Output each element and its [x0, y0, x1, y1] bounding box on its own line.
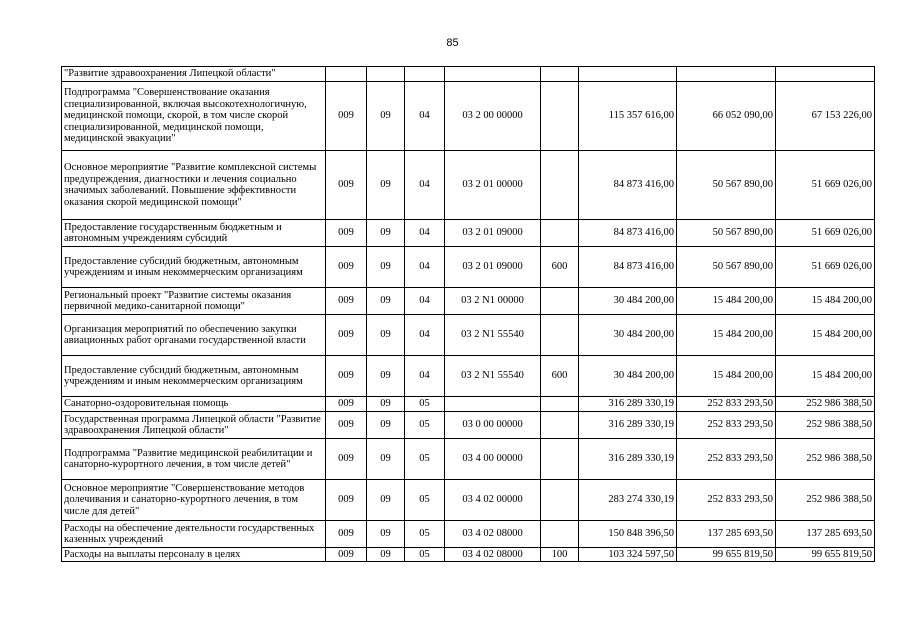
cell-ministry-code: 009	[326, 288, 367, 315]
table-row	[62, 315, 875, 356]
cell-target-article: 03 2 N1 00000	[445, 288, 541, 315]
cell-section: 09	[367, 356, 405, 397]
cell-amount-year2: 50 567 890,00	[677, 247, 776, 288]
cell-amount-year3: 67 153 226,00	[776, 82, 875, 151]
cell-amount-year2: 252 833 293,50	[677, 397, 776, 412]
cell-name: Организация мероприятий по обеспечению закупки авиационных работ органами государственной власти	[62, 315, 326, 356]
cell-amount-year3: 252 986 388,50	[776, 412, 875, 439]
cell-amount-year3: 15 484 200,00	[776, 356, 875, 397]
cell-expense-type	[541, 521, 579, 548]
cell-ministry-code: 009	[326, 412, 367, 439]
cell-expense-type	[541, 480, 579, 521]
cell-amount-year1: 30 484 200,00	[579, 356, 677, 397]
cell-expense-type	[541, 412, 579, 439]
table-row	[62, 67, 875, 82]
cell-name: Санаторно-оздоровительная помощь	[62, 397, 326, 412]
cell-ministry-code: 009	[326, 247, 367, 288]
cell-target-article: 03 2 01 09000	[445, 220, 541, 247]
cell-ministry-code: 009	[326, 397, 367, 412]
cell-target-article	[445, 397, 541, 412]
cell-amount-year2: 50 567 890,00	[677, 220, 776, 247]
cell-name: Подпрограмма "Совершенствование оказания специализированной, включая высокотехнологичную, медицинской помощи, скорой, в том числе скорой специализированной, медицинской помощи, медицинской эвакуации"	[62, 82, 326, 151]
cell-name: Подпрограмма "Развитие медицинской реабилитации и санаторно-курортного лечения, в том числе детей"	[62, 439, 326, 480]
cell-name: Предоставление субсидий бюджетным, автономным учреждениям и иным некоммерческим организациям	[62, 247, 326, 288]
cell-amount-year1: 115 357 616,00	[579, 82, 677, 151]
cell-section: 09	[367, 315, 405, 356]
cell-amount-year1: 84 873 416,00	[579, 151, 677, 220]
cell-target-article: 03 4 02 08000	[445, 548, 541, 562]
cell-section: 09	[367, 220, 405, 247]
cell-section: 09	[367, 247, 405, 288]
cell-ministry-code: 009	[326, 315, 367, 356]
cell-ministry-code: 009	[326, 548, 367, 562]
cell-section: 09	[367, 521, 405, 548]
cell-subsection: 04	[405, 247, 445, 288]
cell-target-article: 03 0 00 00000	[445, 412, 541, 439]
cell-amount-year3: 252 986 388,50	[776, 439, 875, 480]
cell-amount-year1: 30 484 200,00	[579, 288, 677, 315]
cell-ministry-code: 009	[326, 480, 367, 521]
cell-amount-year3: 252 986 388,50	[776, 397, 875, 412]
cell-amount-year2: 137 285 693,50	[677, 521, 776, 548]
cell-amount-year2: 15 484 200,00	[677, 356, 776, 397]
cell-target-article: 03 4 02 00000	[445, 480, 541, 521]
table-row	[62, 439, 875, 480]
cell-amount-year1: 84 873 416,00	[579, 220, 677, 247]
cell-subsection: 05	[405, 548, 445, 562]
table-row	[62, 480, 875, 521]
cell-amount-year1: 316 289 330,19	[579, 397, 677, 412]
cell-section: 09	[367, 397, 405, 412]
cell-amount-year2: 66 052 090,00	[677, 82, 776, 151]
table-row	[62, 356, 875, 397]
cell-subsection: 05	[405, 412, 445, 439]
cell-expense-type	[541, 220, 579, 247]
cell-amount-year3: 51 669 026,00	[776, 220, 875, 247]
table-row	[62, 548, 875, 562]
cell-expense-type	[541, 67, 579, 82]
cell-target-article: 03 2 N1 55540	[445, 356, 541, 397]
cell-name: Государственная программа Липецкой области "Развитие здравоохранения Липецкой области"	[62, 412, 326, 439]
cell-name: Основное мероприятие "Развитие комплексной системы предупреждения, диагностики и лечения социально значимых заболеваний. Повышение эффективности оказания скорой медицинской помощи"	[62, 151, 326, 220]
cell-amount-year1	[579, 67, 677, 82]
cell-section: 09	[367, 412, 405, 439]
cell-section	[367, 67, 405, 82]
cell-target-article: 03 2 N1 55540	[445, 315, 541, 356]
table-row	[62, 247, 875, 288]
cell-subsection: 05	[405, 480, 445, 521]
cell-ministry-code: 009	[326, 220, 367, 247]
cell-ministry-code: 009	[326, 82, 367, 151]
cell-amount-year1: 316 289 330,19	[579, 412, 677, 439]
cell-amount-year1: 30 484 200,00	[579, 315, 677, 356]
cell-amount-year1: 283 274 330,19	[579, 480, 677, 521]
budget-table	[61, 66, 875, 562]
cell-amount-year2: 252 833 293,50	[677, 412, 776, 439]
cell-subsection: 04	[405, 151, 445, 220]
cell-amount-year1: 84 873 416,00	[579, 247, 677, 288]
cell-ministry-code	[326, 67, 367, 82]
cell-section: 09	[367, 548, 405, 562]
cell-target-article: 03 2 01 00000	[445, 151, 541, 220]
cell-subsection	[405, 67, 445, 82]
cell-expense-type: 600	[541, 356, 579, 397]
cell-name: Расходы на выплаты персоналу в целях	[62, 548, 326, 562]
cell-subsection: 04	[405, 82, 445, 151]
cell-amount-year3: 137 285 693,50	[776, 521, 875, 548]
cell-name: Предоставление государственным бюджетным и автономным учреждениям субсидий	[62, 220, 326, 247]
cell-target-article	[445, 67, 541, 82]
cell-expense-type	[541, 315, 579, 356]
cell-subsection: 04	[405, 220, 445, 247]
cell-amount-year3: 51 669 026,00	[776, 151, 875, 220]
cell-amount-year2: 15 484 200,00	[677, 288, 776, 315]
cell-section: 09	[367, 439, 405, 480]
cell-name: Основное мероприятие "Совершенствование методов долечивания и санаторно-курортного лечения, в том числе для детей"	[62, 480, 326, 521]
cell-subsection: 04	[405, 356, 445, 397]
cell-ministry-code: 009	[326, 151, 367, 220]
cell-subsection: 04	[405, 288, 445, 315]
cell-section: 09	[367, 151, 405, 220]
table-row	[62, 288, 875, 315]
cell-amount-year3: 252 986 388,50	[776, 480, 875, 521]
cell-ministry-code: 009	[326, 356, 367, 397]
table-row	[62, 151, 875, 220]
cell-subsection: 04	[405, 315, 445, 356]
cell-target-article: 03 4 02 08000	[445, 521, 541, 548]
cell-name: Предоставление субсидий бюджетным, автономным учреждениям и иным некоммерческим организациям	[62, 356, 326, 397]
cell-target-article: 03 2 00 00000	[445, 82, 541, 151]
table-row	[62, 397, 875, 412]
table-row	[62, 521, 875, 548]
cell-amount-year3: 15 484 200,00	[776, 315, 875, 356]
cell-expense-type: 600	[541, 247, 579, 288]
cell-ministry-code: 009	[326, 521, 367, 548]
table-row	[62, 220, 875, 247]
cell-amount-year3: 15 484 200,00	[776, 288, 875, 315]
table-body	[62, 67, 875, 562]
cell-subsection: 05	[405, 439, 445, 480]
cell-amount-year2: 15 484 200,00	[677, 315, 776, 356]
table-row	[62, 82, 875, 151]
cell-subsection: 05	[405, 521, 445, 548]
cell-expense-type: 100	[541, 548, 579, 562]
cell-amount-year1: 103 324 597,50	[579, 548, 677, 562]
cell-expense-type	[541, 397, 579, 412]
cell-expense-type	[541, 439, 579, 480]
cell-amount-year3: 99 655 819,50	[776, 548, 875, 562]
cell-target-article: 03 4 00 00000	[445, 439, 541, 480]
cell-target-article: 03 2 01 09000	[445, 247, 541, 288]
cell-subsection: 05	[405, 397, 445, 412]
cell-amount-year2: 252 833 293,50	[677, 480, 776, 521]
cell-section: 09	[367, 82, 405, 151]
cell-expense-type	[541, 82, 579, 151]
cell-amount-year1: 150 848 396,50	[579, 521, 677, 548]
cell-expense-type	[541, 288, 579, 315]
table-row	[62, 412, 875, 439]
cell-name: Расходы на обеспечение деятельности государственных казенных учреждений	[62, 521, 326, 548]
cell-ministry-code: 009	[326, 439, 367, 480]
cell-section: 09	[367, 480, 405, 521]
cell-amount-year2: 99 655 819,50	[677, 548, 776, 562]
cell-name: "Развитие здравоохранения Липецкой области"	[62, 67, 326, 82]
cell-section: 09	[367, 288, 405, 315]
cell-amount-year2: 252 833 293,50	[677, 439, 776, 480]
page-number: 85	[446, 37, 459, 49]
cell-amount-year3: 51 669 026,00	[776, 247, 875, 288]
cell-amount-year2: 50 567 890,00	[677, 151, 776, 220]
cell-amount-year1: 316 289 330,19	[579, 439, 677, 480]
cell-name: Региональный проект "Развитие системы оказания первичной медико-санитарной помощи"	[62, 288, 326, 315]
cell-amount-year2	[677, 67, 776, 82]
cell-expense-type	[541, 151, 579, 220]
cell-amount-year3	[776, 67, 875, 82]
